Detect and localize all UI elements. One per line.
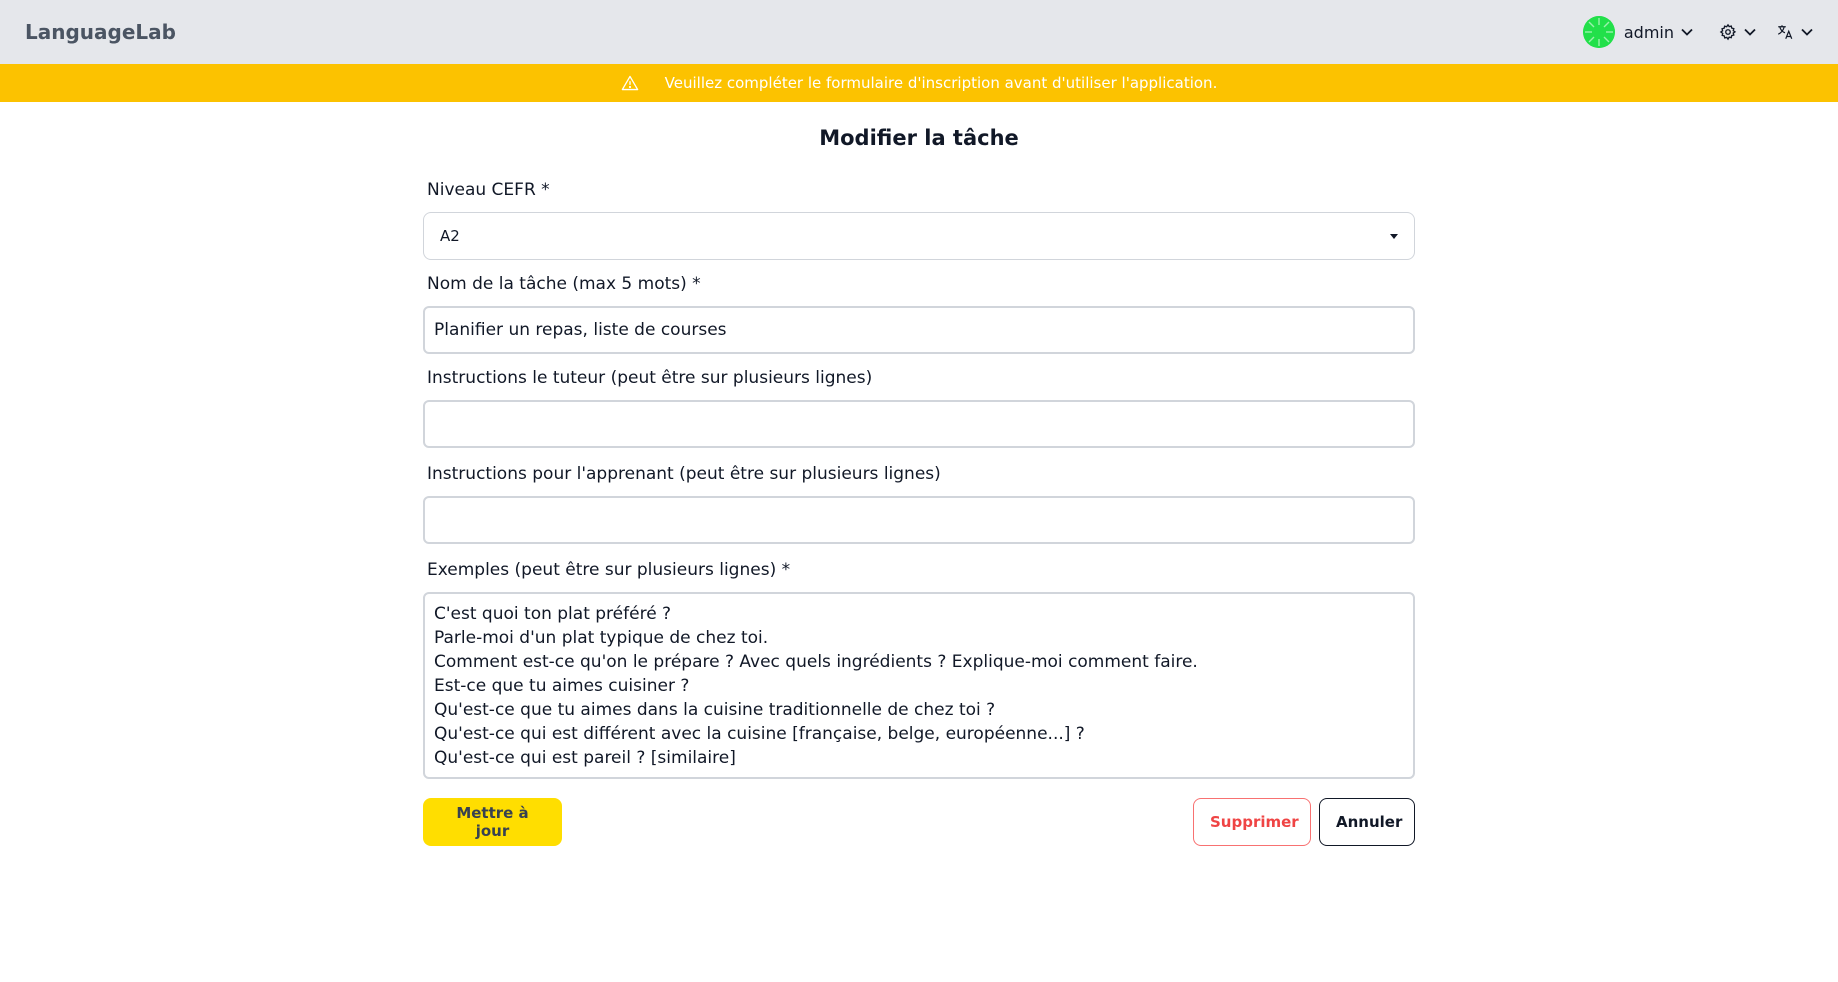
cefr-select-value: A2 [440,227,460,245]
settings-menu[interactable] [1719,23,1756,41]
learner-instructions-input[interactable] [423,496,1415,544]
app-brand[interactable]: LanguageLab [25,20,176,44]
chevron-down-icon [1744,28,1756,36]
cancel-button[interactable]: Annuler [1319,798,1415,846]
form-actions [423,798,1415,846]
example-line: Comment est-ce qu'on le prépare ? Avec quels ingrédients ? Explique-moi comment faire. [434,652,1198,672]
caret-down-icon [1390,234,1398,239]
gear-icon [1719,23,1737,41]
example-line: Parle-moi d'un plat typique de chez toi. [434,628,769,648]
cefr-select[interactable] [423,212,1415,260]
examples-field [423,558,1415,779]
tutor-instructions-label: Instructions le tuteur (peut être sur plusieurs lignes) [427,368,873,388]
user-menu[interactable] [1583,16,1693,48]
cefr-label: Niveau CEFR * [427,180,550,200]
user-name: admin [1623,22,1674,42]
edit-task-form [423,102,1415,846]
page-title: Modifier la tâche [819,126,1019,150]
warning-icon [621,75,639,91]
banner-message: Veuillez compléter le formulaire d'inscription avant d'utiliser l'application. [664,74,1218,92]
example-line: Qu'est-ce qui est pareil ? [similaire] [434,748,736,768]
task-name-field [423,272,1415,354]
secondary-actions [1193,798,1415,846]
example-line: C'est quoi ton plat préféré ? [434,604,672,624]
task-name-input[interactable] [423,306,1415,354]
cefr-field [423,178,1415,260]
avatar-icon [1583,16,1615,48]
examples-label: Exemples (peut être sur plusieurs lignes) * [427,560,791,580]
task-name-label: Nom de la tâche (max 5 mots) * [427,274,701,294]
learner-instructions-label: Instructions pour l'apprenant (peut être sur plusieurs lignes) [427,464,941,484]
delete-button[interactable]: Supprimer [1193,798,1311,846]
learner-instructions-field [423,462,1415,544]
top-navbar [0,0,1838,64]
update-button[interactable]: Mettre à jour [423,798,562,846]
topbar-menus [1583,16,1813,48]
example-line: Qu'est-ce que tu aimes dans la cuisine traditionnelle de chez toi ? [434,700,996,720]
translate-icon [1776,23,1794,41]
registration-warning-banner [0,64,1838,102]
chevron-down-icon [1801,28,1813,36]
chevron-down-icon [1681,28,1693,36]
tutor-instructions-field [423,366,1415,448]
examples-textarea[interactable] [423,592,1415,779]
language-menu[interactable] [1776,23,1813,41]
example-line: Qu'est-ce qui est différent avec la cuisine [française, belge, européenne...] ? [434,724,1085,744]
example-line: Est-ce que tu aimes cuisiner ? [434,676,690,696]
tutor-instructions-input[interactable] [423,400,1415,448]
